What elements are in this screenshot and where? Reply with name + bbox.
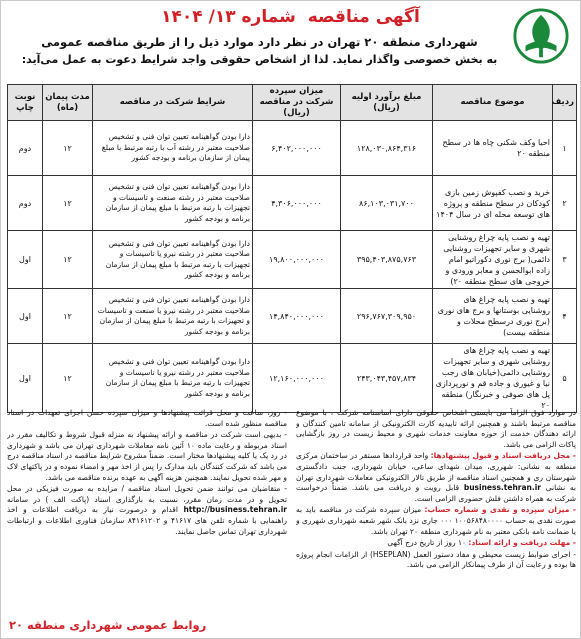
header xyxy=(7,5,574,87)
row-number: ۵ xyxy=(553,344,577,413)
row-estimate: ۱۲۸,۰۳۰,۸۶۴,۳۱۶ xyxy=(341,121,433,176)
deposit-text: میزان سپرده شرکت در مناقصه باید به صورت نقدی به حساب ۱۰۰۵۶۸۴۸۰۰۰۰ ۰۰۰ جاری نزد بانک شهر شعبه شهرداری شهرری و یا ضمانت نامه بانکی معتبر به نام شهرداری منطقه ۲۰ تهران باشد. xyxy=(296,505,576,536)
ad-title xyxy=(77,7,504,27)
row-conditions: دارا بودن گواهینامه تعیین توان فنی و تشخیص صلاحیت معتبر در رشته نیرو یا تاسیسات و تجهیزات با رتبه مرتبط با مبلغ پیمان از سازمان برنامه و بودجه کشور xyxy=(93,344,253,413)
table-row xyxy=(8,121,577,176)
table-header-row xyxy=(8,85,577,121)
row-conditions: دارا بودن گواهینامه تعیین توان فنی و تشخیص صلاحیت معتبر در رشته صنعت و تاسیسات و تجهیزات با رتبه مرتبط با مبلغ پیمان از سازمان برنامه و بودجه کشور xyxy=(93,176,253,231)
documents-location-label: - محل دریافت اسناد و قبول پیشنهادها: xyxy=(430,451,576,461)
table-row xyxy=(8,176,577,231)
public-relations-signature: روابط عمومی شهرداری منطقه ۲۰ xyxy=(9,618,207,632)
header-line-1: شهرداری منطقه ۲۰ تهران در نظر دارد موارد ذیل را از طریق مناقصه عمومی xyxy=(41,35,478,49)
header-conditions: شرایط شرکت در مناقصه xyxy=(93,85,253,121)
row-subject: تهیه و نصب پایه چراغ های روشنایی شهری و سایر تجهیزات روشنایی دائمی(خیابان های رجب نیا و غیوری و جاده قم و نورپردازی پل های صوفی و خبرنگار) منطقه ۲۰ xyxy=(433,344,553,413)
row-conditions: دارا بودن گواهینامه تعیین توان فنی و تشخیص صلاحیت معتبر در رشته نیرو یا تاسیسات و تجهیزات با رتبه مرتبط با مبلغ پیمان از سازمان برنامه و بودجه کشور xyxy=(93,231,253,289)
row-estimate: ۲۹۶,۷۶۷,۳۰۹,۹۵۰ xyxy=(341,289,433,344)
row-deposit: ۴,۳۰۶,۰۰۰,۰۰۰ xyxy=(253,176,341,231)
row-print: دوم xyxy=(8,121,43,176)
row-subject: خرید و نصب کفپوش زمین بازی کودکان در سطح منطقه و پروژه های توسعه محله ای در سال ۱۴۰۴ xyxy=(433,176,553,231)
header-estimate: مبلغ برآورد اولیه (ریال) xyxy=(341,85,433,121)
terms-paragraph: - اجرای ضوابط زیست محیطی و مفاد دستور العمل (HSEPLAN) از الزامات انجام پروژه ها بوده و رعایت آن از طرف پیمانکار الزامی می باشد. xyxy=(296,549,576,570)
terms-paragraph: - روز، ساعت و محل قرائت پیشنهادها و میزان سپرده حسن اجرای تعهدات در اسناد مناقصه منظور شده است. xyxy=(7,408,287,428)
business-portal-url-link[interactable]: http://business.tehran.ir xyxy=(183,505,287,515)
row-subject: تهیه و نصب پایه چراغ های روشنایی بوستانها و برج های نوری (برج نوری درسطح محلات و منطقه بیست) xyxy=(433,289,553,344)
documents-location-tail: قابل رویت و دریافت می باشد. ضمناً درخواست شرکت به همراه داشتن فلش حضوری الزامی است. xyxy=(296,483,576,503)
row-number: ۴ xyxy=(553,289,577,344)
row-number: ۱ xyxy=(553,121,577,176)
row-print: اول xyxy=(8,231,43,289)
row-conditions: دارا بودن گواهینامه تعیین توان فنی و تشخیص صلاحیت معتبر در رشته نیرو یا صنعت و تاسیسات و تجهیزات با رتبه مرتبط با مبلغ پیمان از سازمان برنامه و بودجه کشور xyxy=(93,289,253,344)
title-prefix: آگهی مناقصه xyxy=(307,7,420,27)
terms-section xyxy=(7,408,576,614)
row-duration: ۱۲ xyxy=(43,289,93,344)
upload-text: - متقاضیان می توانند ضمن تحویل اسناد مناقصه / مزایده به صورت فیزیکی در محل تحویل و در مدت زمان مقرر، نسبت به بارگذاری اسناد (پاکت الف ) در سامانه xyxy=(7,484,287,504)
deadline-label: - مهلت دریافت و ارائه اسناد: xyxy=(468,538,576,548)
row-deposit: ۱۲,۱۶۰,۰۰۰,۰۰۰ xyxy=(253,344,341,413)
row-subject: تهیه و نصب پایه چراغ روشنایی شهری و سایر تجهیزات روشنایی دائمی( برج نوری دکوراتیو امام زاده ابوالحسن و معابر ورودی و خروجی های سطح منطقه ۲۰) xyxy=(433,231,553,289)
row-print: اول xyxy=(8,289,43,344)
title-number: شماره ۱۳/ ۱۴۰۴ xyxy=(161,7,296,27)
terms-paragraph: - بدیهی است شرکت در مناقصه و ارائه پیشنهاد به منزله قبول شروط و تکالیف مقرر در اسناد مربوطه و رعایت ماده ۱۰ آئین نامه معاملات شهرداری تهران می باشد و شهرداری در رد یک یا کلیه پیشنهادها مختار است. ضمناً مشروح شرایط مناقصه در اسناد مناقصه درج می باشد که شرکت کنندگان باید مدارک را پس از اخذ مهر و امضاء نموده و در پاکتهای لاک و مهر شده تحویل نمایند. همچنین هزینه آگهی به عهده برنده مناقصه می باشد. xyxy=(7,430,287,482)
tehran-municipality-logo-icon xyxy=(512,7,570,65)
header-subject: موضوع مناقصه xyxy=(433,85,553,121)
terms-paragraph xyxy=(7,484,287,537)
row-number: ۲ xyxy=(553,176,577,231)
row-duration: ۱۲ xyxy=(43,121,93,176)
row-deposit: ۱۴,۸۴۰,۰۰۰,۰۰۰ xyxy=(253,289,341,344)
table-row xyxy=(8,344,577,413)
header-deposit: میزان سپرده شرکت در مناقصه (ریال) xyxy=(253,85,341,121)
terms-paragraph xyxy=(296,451,576,504)
terms-paragraph: در موارد فوق الزاماً می بایستی اشخاص حقوقی دارای اساسنامه شرکت ، با موضوع مناقصه مرتبط باشند و همچنین ارائه تاییدیه کارت الکترونیکی از سامانه تامین کنندگان و ارائه دهندگان خدمت از حوزه معاونت خدمات شهری و محیط زیست در روز بازگشایی پاکات الزامی می باشد. xyxy=(296,408,576,449)
upload-tail: اقدام و درصورت نیاز به دریافت اطلاعات و اخذ راهنمایی با شماره تلفن های ۴۱۶۱۷ و ۸۴۱۶۱۲۰۲ سازمان فناوری اطلاعات و ارتباطات شهرداری تهران تماس حاصل نمایند. xyxy=(7,505,287,536)
table-row xyxy=(8,289,577,344)
table-row xyxy=(8,231,577,289)
row-deposit: ۶,۴۰۲,۰۰۰,۰۰۰ xyxy=(253,121,341,176)
business-portal-link[interactable]: business.tehran.ir xyxy=(463,483,542,493)
documents-location-text: واحد قراردادها مستقر در ساختمان مرکزی منطقه به نشانی: شهرری، میدان شهدای ساعی، خیابان شهرداری، جنب دادگستری شهرستان ری و همچنین اسناد مناقصه از طریق تالار الکترونیکی معاملات شهرداری تهران به نشانی xyxy=(296,451,576,493)
deposit-label: - میزان سپرده و نقدی و شماره حساب: xyxy=(424,505,576,515)
row-estimate: ۲۴۳,۰۴۳,۴۵۷,۸۳۴ xyxy=(341,344,433,413)
row-subject: احیا وکف شکنی چاه ها در سطح منطقه ۲۰ xyxy=(433,121,553,176)
terms-paragraph xyxy=(296,505,576,537)
row-duration: ۱۲ xyxy=(43,344,93,413)
header-line-2: به بخش خصوصی واگذار نماید. لذا از اشخاص حقوقی واجد شرایط دعوت به عمل می‌آید: xyxy=(21,53,498,66)
terms-left-column xyxy=(7,408,287,614)
row-print: دوم xyxy=(8,176,43,231)
row-print: اول xyxy=(8,344,43,413)
tender-table xyxy=(7,84,577,413)
header-print: نوبت چاپ xyxy=(8,85,43,121)
deadline-text: ۱۰ روز از تاریخ درج آگهی xyxy=(387,538,469,548)
row-estimate: ۸۶,۱۰۳,۰۳۱,۷۰۰ xyxy=(341,176,433,231)
row-number: ۳ xyxy=(553,231,577,289)
terms-right-column xyxy=(296,408,576,614)
row-deposit: ۱۹,۸۰۰,۰۰۰,۰۰۰ xyxy=(253,231,341,289)
header-row-number: ردیف xyxy=(553,85,577,121)
row-conditions: دارا بودن گواهینامه تعیین توان فنی و تشخیص صلاحیت معتبر در رشته آب با رتبه مرتبط با مبلغ پیمان از سازمان برنامه و بودجه کشور xyxy=(93,121,253,176)
row-duration: ۱۲ xyxy=(43,231,93,289)
row-estimate: ۳۹۵,۴۰۳,۸۷۵,۷۶۳ xyxy=(341,231,433,289)
row-duration: ۱۲ xyxy=(43,176,93,231)
terms-paragraph xyxy=(296,538,576,549)
header-duration: مدت پیمان (ماه) xyxy=(43,85,93,121)
